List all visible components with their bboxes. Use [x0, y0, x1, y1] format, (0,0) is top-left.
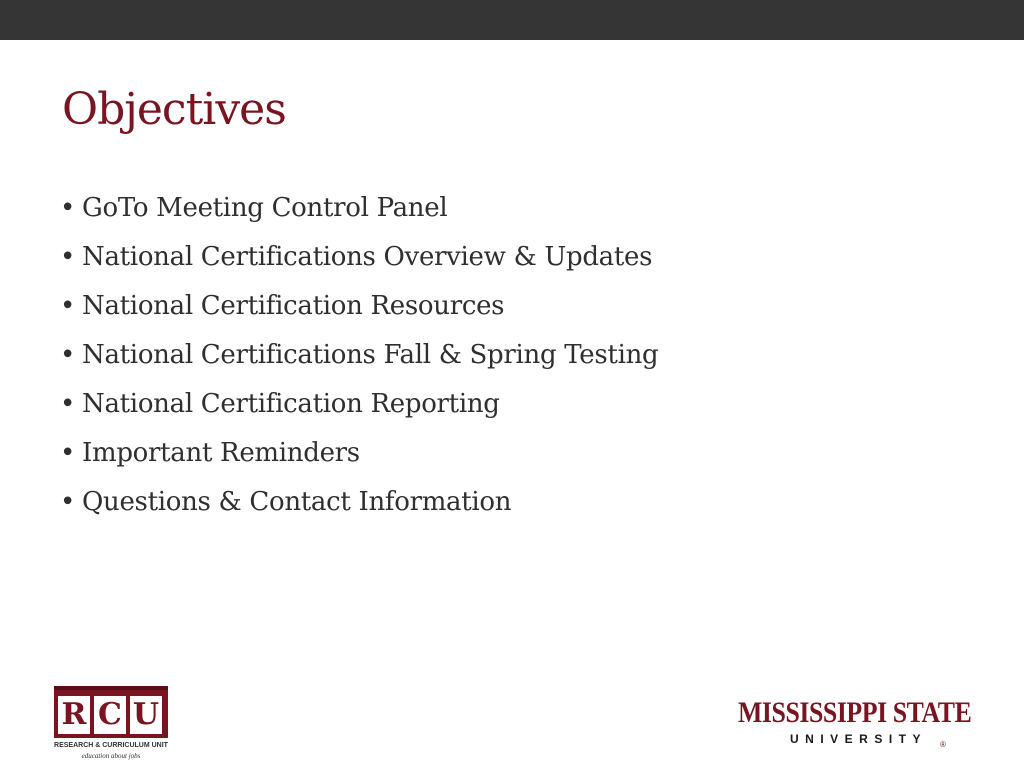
- rcu-name: RESEARCH & CURRICULUM UNIT: [54, 742, 168, 749]
- bullet-list: [60, 184, 658, 527]
- list-item: [60, 282, 658, 331]
- bullet-dot: •: [60, 242, 76, 272]
- list-item: [60, 478, 658, 527]
- rcu-tagline: education about jobs: [81, 752, 141, 760]
- bullet-dot: •: [60, 389, 76, 419]
- bullet-dot: •: [60, 291, 76, 321]
- rcu-logo-banner: [54, 686, 168, 738]
- msu-wordmark: MISSISSIPPI STATE: [738, 696, 972, 729]
- bullet-text: Questions & Contact Information: [82, 487, 512, 517]
- rcu-logo: [52, 686, 170, 764]
- bullet-text: GoTo Meeting Control Panel: [82, 193, 448, 223]
- msu-logo: [738, 696, 994, 756]
- bullet-text: National Certifications Overview & Updates: [82, 242, 653, 272]
- list-item: [60, 331, 658, 380]
- bullet-dot: •: [60, 340, 76, 370]
- rcu-letter-r: R: [58, 696, 90, 734]
- rcu-letter-u: U: [130, 696, 162, 734]
- bullet-dot: •: [60, 487, 76, 517]
- bullet-text: National Certification Resources: [82, 291, 505, 321]
- bullet-text: Important Reminders: [82, 438, 360, 468]
- bullet-text: National Certification Reporting: [82, 389, 500, 419]
- registered-mark: ®: [940, 740, 946, 749]
- list-item: [60, 233, 658, 282]
- rcu-letter-c: C: [94, 696, 126, 734]
- msu-university-text: UNIVERSITY: [790, 732, 928, 746]
- list-item: [60, 429, 658, 478]
- list-item: [60, 184, 658, 233]
- bullet-dot: •: [60, 438, 76, 468]
- bullet-text: National Certifications Fall & Spring Testing: [82, 340, 659, 370]
- slide-title: Objectives: [62, 84, 286, 135]
- bullet-dot: •: [60, 193, 76, 223]
- top-bar: [0, 0, 1024, 40]
- list-item: [60, 380, 658, 429]
